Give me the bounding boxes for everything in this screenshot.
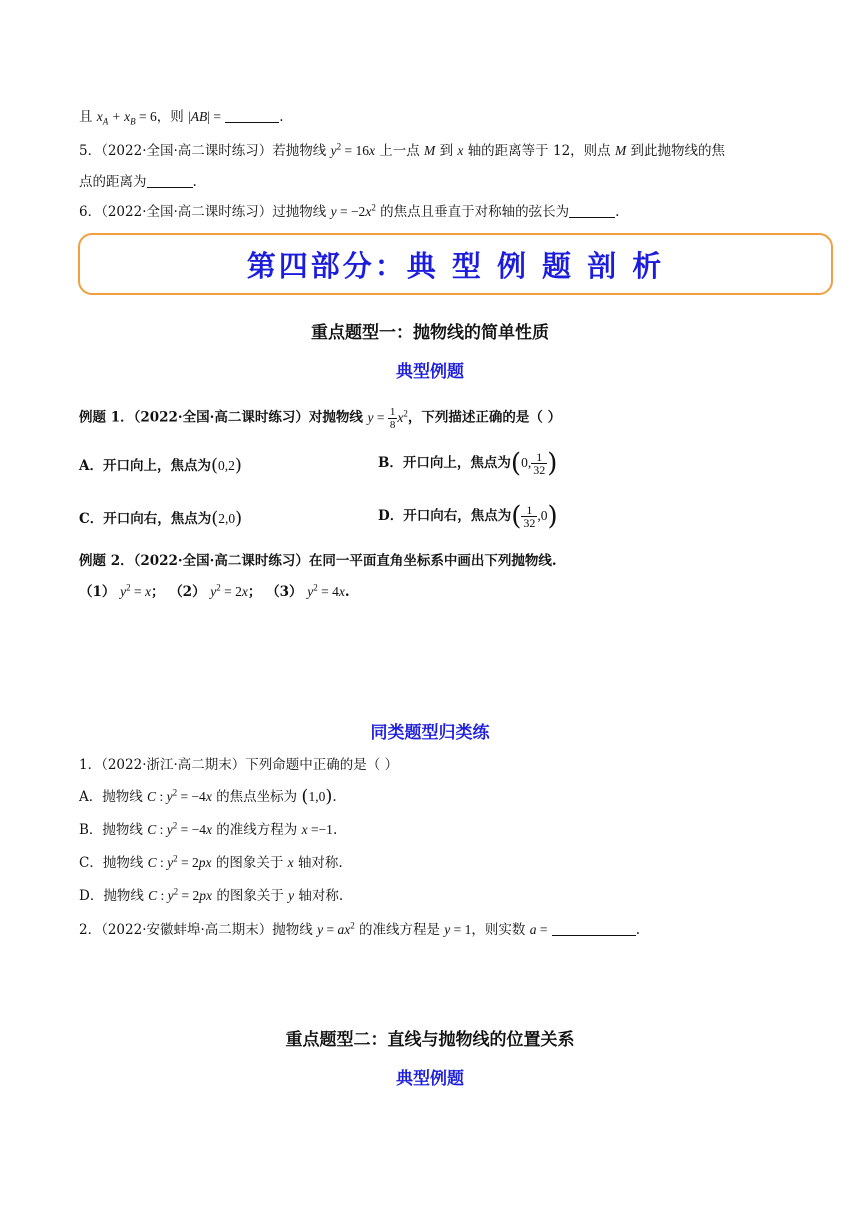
answer-blank[interactable]: [225, 108, 279, 123]
question-5-line1: 5．（2022·全国·高二课时练习）若抛物线 $y^2 = 16x$ 上一点 M 到 x 轴的距离等于 12，则点 M 到此抛物线的焦: [79, 141, 726, 159]
practice-q1-option-d[interactable]: D．抛物线 C : $y^2 = 2px$ 的图象关于 y 轴对称.: [79, 886, 344, 904]
example-1-option-a[interactable]: A．开口向上，焦点为(0,2): [79, 455, 242, 476]
section-2-subtitle: 典型例题: [396, 1069, 464, 1089]
math-parabola-y2-16x: $y^2 = 16x$: [330, 141, 375, 158]
practice-q2: 2．（2022·安徽蚌埠·高二期末）抛物线 $y = ax^2$ 的准线方程是 y = 1，则实数 a = .: [79, 920, 641, 938]
part-four-banner: [78, 233, 833, 295]
example-2-stem: 例题 2．（2022·全国·高二课时练习）在同一平面直角坐标系中画出下列抛物线.: [79, 553, 557, 569]
section-1-subtitle: 典型例题: [396, 362, 464, 382]
answer-blank[interactable]: [147, 173, 193, 188]
math-parabola-y-eighth-x2: y = $\frac{1}{8}$ $x^2$: [367, 406, 408, 431]
section-2-title: 重点题型二：直线与抛物线的位置关系: [285, 1030, 575, 1050]
practice-title: 同类题型归类练: [370, 723, 490, 743]
question-4-tail: 且 $x_A + x_B = 6$，则 |AB| = .: [79, 109, 284, 127]
practice-q1-option-b[interactable]: B．抛物线 C : $y^2 = -4x$ 的准线方程为 x =−1.: [79, 820, 338, 838]
practice-q1-option-c[interactable]: C．抛物线 C : $y^2 = 2px$ 的图象关于 x 轴对称.: [79, 853, 343, 871]
example-1-stem: 例题 1．（2022·全国·高二课时练习）对抛物线 y = $\frac{1}{8}$ $x^2$，下列描述正确的是（ ）: [79, 406, 562, 431]
answer-blank[interactable]: [552, 921, 636, 936]
question-5-line2: 点的距离为 .: [79, 174, 197, 190]
section-1-title: 重点题型一：抛物线的简单性质: [311, 323, 549, 343]
math-sum-xa-xb: $x_A + x_B = 6$: [96, 109, 157, 127]
math-abs-ab: |AB| =: [188, 109, 221, 124]
example-1-option-d[interactable]: D．开口向右，焦点为( $\frac{1}{32}$ ,0): [378, 501, 558, 532]
question-6: 6．（2022·全国·高二课时练习）过抛物线 $y = -2x^2$ 的焦点且垂直于对称轴的弦长为 .: [79, 202, 620, 220]
answer-blank[interactable]: [569, 203, 615, 218]
example-2-parts: （1） $y^2 = x$； （2） $y^2 = 2x$； （3） $y^2 = 4x$.: [79, 582, 350, 600]
example-1-option-c[interactable]: C．开口向右，焦点为(2,0): [79, 508, 243, 529]
practice-q1-stem: 1．（2022·浙江·高二期末）下列命题中正确的是（ ）: [79, 757, 399, 773]
banner-title: 第四部分：典 型 例 题 剖 析: [246, 248, 665, 283]
example-1-option-b[interactable]: B．开口向上，焦点为(0, $\frac{1}{32}$ ): [378, 448, 558, 479]
math-parabola-y-neg2x2: $y = -2x^2$: [330, 202, 376, 219]
practice-q1-option-a[interactable]: A．抛物线 C : $y^2 = -4x$ 的焦点坐标为 (1,0).: [79, 786, 337, 807]
